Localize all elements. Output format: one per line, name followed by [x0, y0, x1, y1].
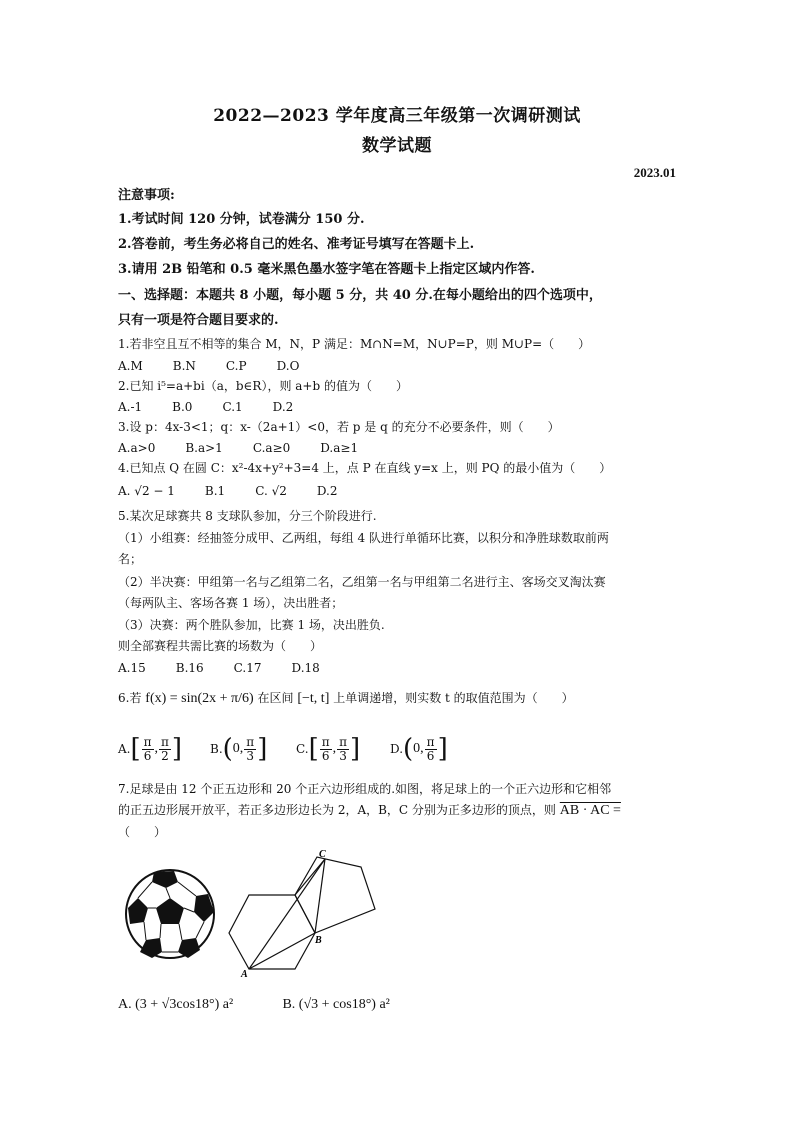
- q6-bracket-left: (: [222, 734, 233, 764]
- q5-part2-cont: （每两队主、客场各赛 1 场），决出胜者；: [118, 596, 344, 610]
- section1-heading: 一、选择题：本题共 8 小题，每小题 5 分，共 40 分.在每小题给出的四个选项中，: [118, 288, 602, 303]
- q7-line2-text: 的正五边形展开放平，若正多边形边长为 2，A，B，C 分别为正多边形的顶点，则: [118, 803, 556, 817]
- q5-part3: （3）决赛：两个胜队参加，比赛 1 场，决出胜负.: [118, 618, 385, 632]
- q6-bracket-left: [: [308, 734, 319, 764]
- q3-stem: 3.设 p：4x-3<1；q：x-（2a+1）<0，若 p 是 q 的充分不必要条件，则（ ）: [118, 420, 560, 434]
- q4-options: [118, 483, 678, 499]
- pentagon-shape: [295, 857, 375, 933]
- hexagon-shape: [229, 895, 315, 969]
- q5-part1: （1）小组赛：经抽签分成甲、乙两组，每组 4 队进行单循环比赛，以积分和净胜球数取前两: [118, 531, 609, 545]
- q6-bracket-left: (: [403, 734, 414, 764]
- q5-options: [118, 660, 678, 676]
- q6-comma: ,: [332, 741, 337, 756]
- q2-option-c: C.1: [222, 400, 243, 414]
- q6-mid: 在区间: [257, 691, 294, 705]
- segment-ac: [249, 859, 325, 969]
- q2-options: [118, 399, 678, 415]
- q6-option-d: [390, 730, 448, 768]
- note-3: 3.请用 2B 铅笔和 0.5 毫米黑色墨水签字笔在答题卡上指定区域内作答.: [118, 262, 535, 277]
- q5-ask: 则全部赛程共需比赛的场数为（ ）: [118, 639, 323, 653]
- q1-stem: 1.若非空且互不相等的集合 M，N，P 满足：M∩N=M，N∪P=P，则 M∪P=（ ）: [118, 337, 591, 351]
- q6-comma: ,: [239, 741, 244, 756]
- q6-options: [118, 730, 678, 770]
- q1-option-b: B.N: [172, 359, 196, 373]
- q4-option-d: D.2: [316, 484, 338, 498]
- label-a: A: [241, 969, 248, 980]
- q6-option-letter: D.: [390, 742, 404, 756]
- notes-heading: 注意事项:: [118, 188, 175, 203]
- note-1: 1.考试时间 120 分钟，试卷满分 150 分.: [118, 212, 365, 227]
- q5-stem: 5.某次足球赛共 8 支球队参加，分三个阶段进行.: [118, 509, 377, 523]
- q1-option-c: C.P: [225, 359, 247, 373]
- q4-option-b: B.1: [204, 484, 226, 498]
- q6-upper-bound: $\frac{\pi}{3}$: [339, 734, 348, 763]
- q4-option-c: C. √2: [255, 484, 287, 498]
- q6-lower-bound: $\frac{\pi}{6}$: [321, 734, 330, 763]
- q6-bracket-right: ]: [257, 734, 268, 764]
- q2-option-b: B.0: [172, 400, 193, 414]
- q6-option-letter: B.: [210, 742, 223, 756]
- q3-option-a: A.a>0: [118, 441, 156, 455]
- q3-option-b: B.a>1: [185, 441, 223, 455]
- q6-bracket-right: ]: [350, 734, 361, 764]
- q6-upper-bound: $\frac{\pi}{2}$: [161, 734, 169, 763]
- q7-line1: 7.足球是由 12 个正五边形和 20 个正六边形组成的.如图，将足球上的一个正六边形和它相邻: [118, 782, 612, 796]
- q7-options: [118, 996, 678, 1013]
- label-c: C: [319, 849, 326, 860]
- q6-lower-bound: $\frac{\pi}{6}$: [143, 734, 152, 763]
- q6-interval: [−t, t]: [297, 691, 330, 706]
- q7-line2: [118, 802, 678, 819]
- q7-dot-product: AB · AC =: [559, 803, 621, 818]
- q6-option-letter: A.: [118, 742, 131, 756]
- q6-option-b: [210, 730, 267, 768]
- q6-suffix: 上单调递增，则实数 t 的取值范围为（ ）: [333, 691, 574, 705]
- q6-function: f(x) = sin(2x + π/6): [145, 691, 254, 706]
- q4-stem: 4.已知点 Q 在圆 C：x²-4x+y²+3=4 上，点 P 在直线 y=x 上，则 PQ 的最小值为（ ）: [118, 461, 612, 475]
- q6-option-a: [118, 730, 182, 768]
- q2-option-a: A.-1: [118, 400, 143, 414]
- q2-option-d: D.2: [272, 400, 294, 414]
- q2-stem: 2.已知 i⁵=a+bi（a，b∈R），则 a+b 的值为（ ）: [118, 379, 408, 393]
- exam-title: 2022—2023 学年度高三年级第一次调研测试: [213, 106, 581, 126]
- q6-lower-bound: 0: [413, 741, 421, 756]
- q3-options: [118, 440, 678, 456]
- q3-option-c: C.a≥0: [252, 441, 291, 455]
- q6-comma: ,: [420, 741, 424, 756]
- q6-bracket-left: [: [130, 734, 141, 764]
- q7-option-a: A. (3 + √3cos18°) a²: [118, 997, 234, 1012]
- note-2: 2.答卷前，考生务必将自己的姓名、准考证号填写在答题卡上.: [118, 237, 475, 252]
- q1-option-d: D.O: [276, 359, 300, 373]
- q5-option-b: B.16: [175, 661, 204, 675]
- q5-option-c: C.17: [233, 661, 262, 675]
- hexagon-pentagon-figure: [225, 845, 395, 980]
- q4-option-a: A. √2 − 1: [118, 484, 175, 498]
- q6-option-letter: C.: [296, 742, 309, 756]
- q6-stem: [118, 690, 678, 707]
- q6-bracket-right: ]: [171, 734, 183, 764]
- q6-upper-bound: $\frac{\pi}{3}$: [246, 734, 255, 763]
- q3-option-d: D.a≥1: [320, 441, 359, 455]
- q7-option-b: B. (√3 + cos18°) a²: [282, 997, 390, 1012]
- q6-option-c: [296, 730, 360, 768]
- q6-upper-bound: $\frac{\pi}{6}$: [426, 734, 435, 763]
- exam-subtitle: 数学试题: [362, 136, 432, 156]
- q7-line3: （ ）: [118, 825, 167, 839]
- exam-date: 2023.01: [633, 165, 676, 180]
- label-b: B: [315, 935, 322, 946]
- q6-prefix: 6.若: [118, 691, 142, 705]
- q5-option-a: A.15: [118, 661, 146, 675]
- q6-bracket-right: ]: [437, 734, 448, 764]
- q1-options: [118, 358, 678, 374]
- q6-lower-bound: 0: [232, 741, 240, 756]
- q6-comma: ,: [154, 741, 159, 756]
- q5-part2: （2）半决赛：甲组第一名与乙组第二名，乙组第一名与甲组第二名进行主、客场交叉淘汰赛: [118, 575, 606, 589]
- q1-option-a: A.M: [118, 359, 143, 373]
- section1-heading-2: 只有一项是符合题目要求的.: [118, 313, 279, 328]
- q5-option-d: D.18: [291, 661, 320, 675]
- q5-part1-cont: 名；: [118, 552, 143, 566]
- soccer-ball-figure: [124, 868, 216, 960]
